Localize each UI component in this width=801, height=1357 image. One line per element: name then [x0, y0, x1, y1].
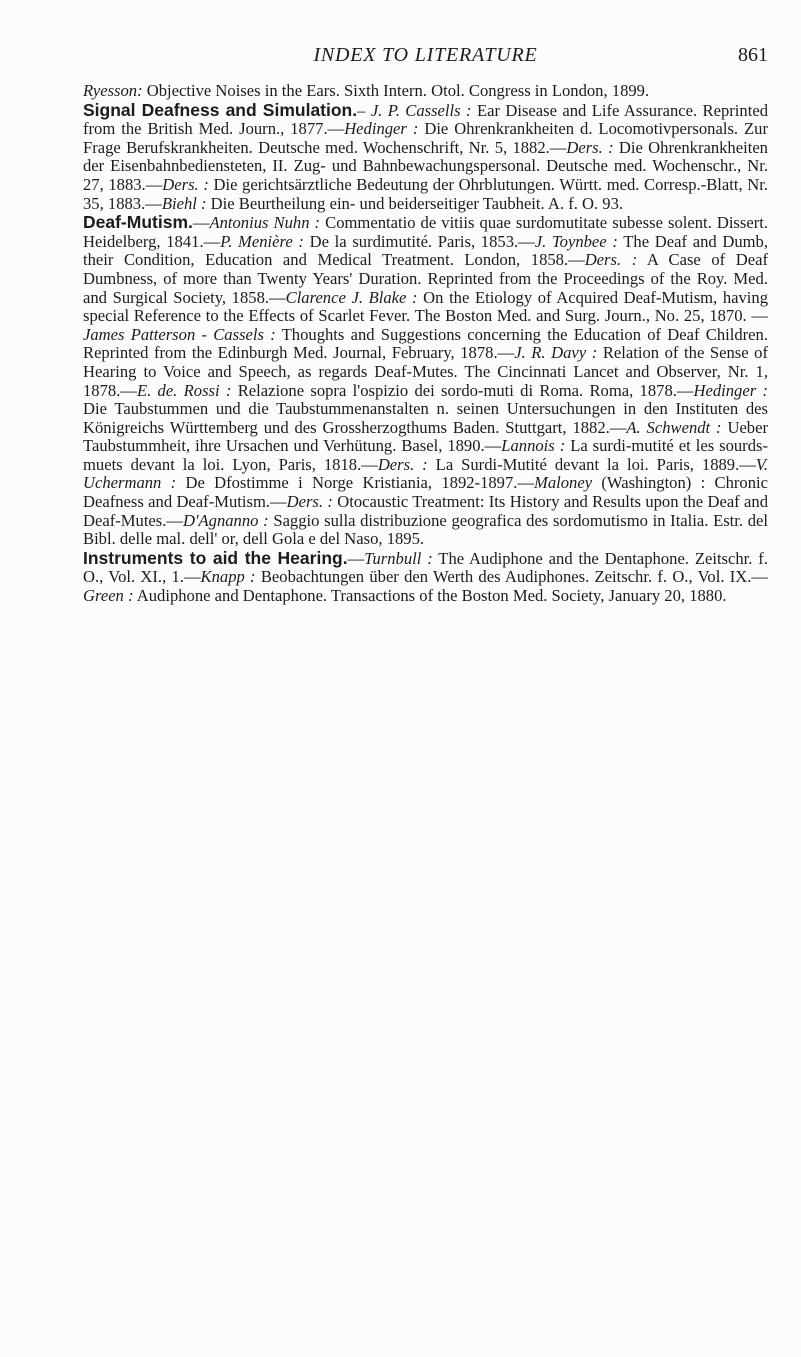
dash: —: [145, 174, 163, 194]
citation-text: Audiphone and Dentaphone. Transactions of the Boston Med. Society, January 20, 1880.: [133, 586, 727, 606]
dash: —: [609, 417, 627, 437]
author-name: Antonius Nuhn :: [209, 213, 321, 233]
citation-text: (Washington) : Chronic Deafness and Deaf-Mutism.: [83, 473, 768, 512]
author-name: J. P. Cassells :: [370, 100, 472, 120]
index-entry: [83, 82, 768, 101]
citation-text: On the Etiology of Acquired Deaf-Mutism, having special Reference to the Effects of Scarlet Fever. The Boston Med. and Surg. Journ., No. 25, 1870.: [83, 287, 768, 326]
page-number: 861: [738, 44, 768, 66]
citation-text: Commentatio de vitiis quae surdomutitate subesse solent. Dissert. Heidelberg, 1841.: [83, 213, 768, 251]
citation-text: Beobachtungen über den Werth des Audiphones. Zeitschr. f. O., Vol. IX.: [255, 567, 752, 587]
dash: —: [166, 510, 183, 530]
author-name: E. de. Rossi :: [136, 380, 232, 400]
dash: —: [484, 436, 502, 456]
index-body: [83, 82, 768, 606]
section-heading: Deaf-Mutism.: [83, 212, 193, 233]
citation-text: A Case of Deaf Dumbness, of more than Twenty Years' Duration. Reprinted from the Proceedings of the Roy. Med. and Surgical Society, 1858.: [83, 250, 768, 307]
author-name: P. Menière :: [220, 231, 304, 251]
author-name: Knapp :: [200, 567, 256, 587]
author-name: Ders. :: [162, 174, 209, 194]
index-entry: [83, 213, 768, 549]
citation-text: Die Beurtheilung ein- und beiderseitiger Taubheit. A. f. O. 93.: [206, 193, 624, 213]
citation-text: Die Ohrenkrankheiten der Eisenbahnbediensteten, II. Zug- und Bahnbewachungspersonal. Deutsche med. Wochenschr., Nr. 27, 1883.: [83, 137, 768, 194]
author-name: J. R. Davy :: [514, 343, 598, 363]
dash: —: [751, 567, 768, 587]
citation-text: La Surdi-Mutité devant la loi. Paris, 1889.: [427, 454, 740, 474]
citation-text: Die Taubstummen und die Taubstummenanstalten n. seinen Untersuchungen in den Instituten des Königreichs Württemberg und des Grossherzogthums Baden. Stuttgart, 1882.: [83, 399, 768, 437]
citation-text: Relazione sopra l'ospizio dei sordo-muti di Roma. Roma, 1878.: [231, 380, 677, 400]
dash: —: [518, 231, 535, 251]
dash: —: [270, 492, 287, 512]
citation-text: The Deaf and Dumb, their Condition, Education and Medical Treatment. London, 1858.: [83, 231, 768, 270]
author-name: Turnbull :: [364, 548, 433, 568]
citation-text: De la surdimutité. Paris, 1853.: [303, 231, 519, 251]
dash: —: [327, 119, 345, 139]
author-name: James Patterson - Cassels :: [83, 324, 276, 344]
citation-text: Die gerichtsärztliche Bedeutung der Ohrblutungen. Württ. med. Corresp.-Blatt, Nr. 35, 1883.: [83, 174, 769, 213]
citation-text: Otocaustic Treatment: Its History and Results upon the Deaf and Deaf-Mutes.: [83, 492, 769, 530]
dash: —: [676, 380, 694, 400]
citation-text: De Dfostimme i Norge Kristiania, 1892-1897.: [176, 473, 518, 493]
author-name: V. Uchermann :: [83, 454, 768, 493]
section-heading: Signal Deafness and Simulation.: [83, 99, 358, 120]
author-name: Maloney: [534, 473, 593, 493]
dash: —: [203, 231, 221, 251]
dash: —: [347, 548, 365, 568]
author-name: Ders. :: [286, 492, 333, 512]
dash: —: [192, 213, 210, 233]
citation-text: The Audiphone and the Dentaphone. Zeitschr. f. O., Vol. XI., 1.: [83, 548, 768, 587]
citation-text: Thoughts and Suggestions concerning the Education of Deaf Children. Reprinted from the Edinburgh Med. Journal, February, 1878.: [83, 324, 768, 363]
dash: —: [497, 343, 515, 363]
dash: —: [183, 567, 201, 587]
author-name: J. Toynbee :: [534, 231, 618, 251]
dash: –: [357, 100, 371, 120]
citation-text: Ueber Taubstummheit, ihre Ursachen und Verhütung. Basel, 1890.: [83, 417, 768, 456]
index-entry: [83, 549, 768, 606]
author-name: Green :: [83, 586, 134, 606]
dash: —: [120, 380, 137, 400]
dash: —: [517, 473, 535, 493]
dash: —: [145, 193, 162, 213]
dash: —: [549, 137, 567, 157]
author-name: Hedinger :: [344, 119, 419, 139]
citation-text: Ear Disease and Life Assurance. Reprinted from the British Med. Journ., 1877.: [83, 100, 768, 139]
dash: —: [739, 454, 756, 474]
running-head: [83, 42, 768, 72]
dash: —: [568, 250, 585, 270]
author-name: Ders. :: [584, 250, 638, 270]
author-name: Clarence J. Blake :: [285, 287, 418, 307]
dash: —: [746, 306, 768, 326]
dash: —: [361, 454, 378, 474]
author-name: A. Schwendt :: [626, 417, 722, 437]
citation-text: La surdi-mutité et les sourds-muets devant la loi. Lyon, Paris, 1818.: [83, 436, 768, 474]
author-name: Hedinger :: [693, 380, 768, 400]
dash: —: [269, 287, 286, 307]
index-entry: [83, 101, 768, 214]
section-heading: Instruments to aid the Hearing.: [83, 547, 348, 568]
citation-text: Saggio sulla distribuzione geografica des sordomutismo in Italia. Estr. del Bibl. delle mal. dell' or, dell Gola e del Naso, 1895.: [83, 510, 768, 549]
citation-text: Die Ohrenkrankheiten d. Locomotivpersonals. Zur Frage Berufskrankheiten. Deutsche med. Wochenschrift, Nr. 5, 1882.: [83, 119, 768, 157]
author-name: Biehl :: [161, 193, 207, 213]
citation-text: Relation of the Sense of Hearing to Voice and Speech, as regards Deaf-Mutes. The Cincinnati Lancet and Observer, Nr. 1, 1878.: [83, 343, 768, 400]
running-title: INDEX TO LITERATURE: [313, 44, 538, 66]
citation-text: Objective Noises in the Ears. Sixth Intern. Otol. Congress in London, 1899.: [142, 81, 650, 100]
author-name: Ders. :: [566, 137, 614, 157]
author-name: Lannois :: [501, 436, 566, 456]
author-name: Ders. :: [377, 454, 428, 474]
author-name: Ryesson:: [83, 81, 143, 100]
author-name: D'Agnanno :: [183, 510, 269, 530]
